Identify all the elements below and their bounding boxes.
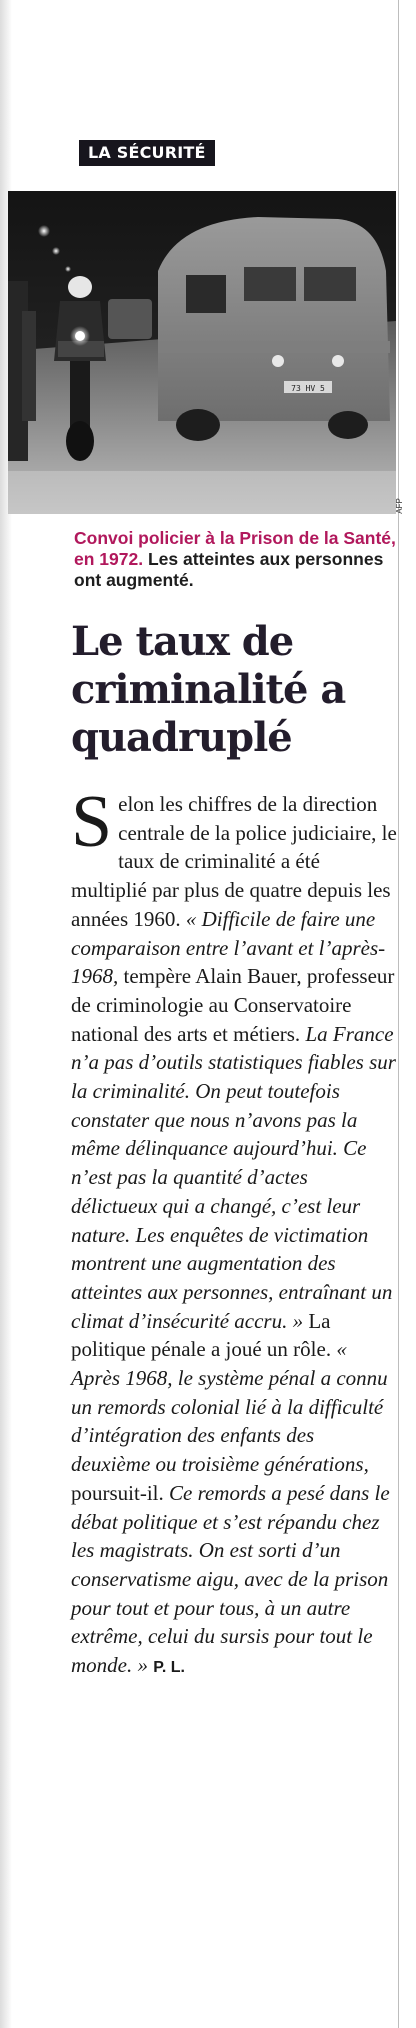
street-light [38,225,50,237]
article-quote: « Difficile de faire une comparaison entre l’avant et l’après-1968, [71,906,386,989]
article-paragraph: poursuit-il. [71,1480,169,1505]
street-light [52,247,60,255]
drop-cap: S [71,781,113,863]
svg-text:73 HV 5: 73 HV 5 [291,384,325,393]
article-quote: La France n’a pas d’outils statistiques fiables sur la criminalité. On peut toutefois constater que nous n’avons pas la même délinquance aujourd’hui. Ce n’est pas la quantité d’actes délictueux qui a changé, c’est leur nature. Les enquêtes de victimation montrent une augmentation des atteintes aux personnes, entraînant un climat d’insécurité accru. » [71,1021,396,1333]
street-light [65,266,71,272]
road-foreground [8,471,396,514]
section-rubric: LA SÉCURITÉ [79,140,215,166]
page-right-margin [398,0,416,2028]
caption-highlight: Convoi policier à la Prison de la Santé, en 1972. [74,528,396,569]
distant-vehicle [108,299,152,339]
article-paragraph: tempère Alain Bauer, professeur de criminologie au Conservatoire national des arts et métiers. [71,964,395,1046]
article-headline: Le taux de criminalité a quadruplé [71,618,346,761]
article-quote: Ce remords a pesé dans le débat politique et s’est répandu chez les magistrats. On est sorti d’un conservatisme aigu, avec de la prison pour tout et pour tous, à un autre extrême, celui du sursis pour tout le monde. » [71,1480,390,1678]
article-paragraph: elon les chiffres de la direction centrale de la police judiciaire, le taux de criminalité a été multiplié par plus de quatre depuis les années 1960. [71,792,397,931]
caption-text: Les atteintes aux personnes ont augmenté. [74,549,384,590]
photo-caption [74,528,396,591]
article-quote: « Après 1968, le système pénal a connu un remords colonial lié à la difficulté d’intégration des enfants des deuxième ou troisième générations, [71,1337,388,1477]
photo-credit: AFP [395,498,404,514]
article-paragraph: La politique pénale a joué un rôle. [71,1308,337,1362]
police-van [158,217,390,441]
article-body [71,781,397,1683]
police-convoy-photo [8,191,396,514]
crowd-left [22,311,36,421]
author-signature: P. L. [153,1659,185,1677]
